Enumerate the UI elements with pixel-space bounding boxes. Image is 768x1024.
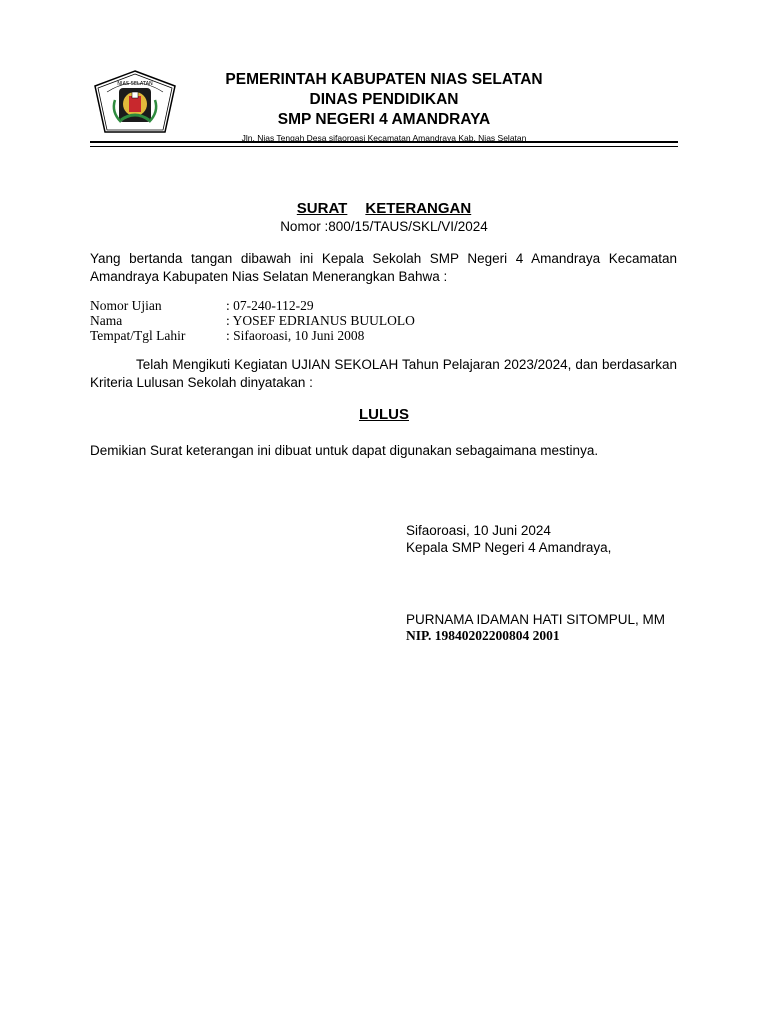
letterhead-school: SMP NEGERI 4 AMANDRAYA: [277, 111, 491, 128]
title-word-keterangan: KETERANGAN: [365, 200, 472, 217]
detail-row-exam-number: [90, 298, 415, 313]
letter-number: Nomor :800/15/TAUS/SKL/VI/2024: [280, 219, 488, 234]
detail-row-name: [90, 313, 415, 328]
signer-nip: NIP. 19840202200804 2001: [406, 628, 560, 643]
title-word-surat: SURAT: [296, 200, 348, 217]
student-details: [90, 298, 415, 343]
detail-value: : YOSEF EDRIANUS BUULOLO: [226, 313, 415, 328]
closing-paragraph: Demikian Surat keterangan ini dibuat untuk dapat digunakan sebagaimana mestinya.: [90, 443, 599, 458]
letterhead-thick-rule: [90, 141, 678, 143]
signature-position: Kepala SMP Negeri 4 Amandraya,: [406, 540, 612, 555]
logo-banner-text: NIAS SELATAN: [117, 81, 153, 87]
document-title: [90, 200, 678, 218]
detail-label: Nomor Ujian: [90, 298, 162, 313]
detail-label: Tempat/Tgl Lahir: [90, 328, 186, 343]
detail-label: Nama: [90, 313, 123, 328]
body-paragraph: Telah Mengikuti Kegiatan UJIAN SEKOLAH Tahun Pelajaran 2023/2024, dan berdasarkan Kriteria Lulusan Sekolah dinyatakan :: [90, 357, 677, 390]
letterhead-address: Jln. Nias Tengah Desa sifaoroasi Kecamatan Amandraya Kab. Nias Selatan: [241, 133, 527, 143]
signer-name: PURNAMA IDAMAN HATI SITOMPUL, MM: [406, 612, 666, 627]
letterhead: [190, 70, 578, 145]
intro-paragraph: Yang bertanda tangan dibawah ini Kepala Sekolah SMP Negeri 4 Amandraya Kecamatan Amandraya Kabupaten Nias Selatan Menerangkan Bahwa :: [90, 251, 677, 284]
detail-row-birth: [90, 328, 415, 343]
signature-place-date: Sifaoroasi, 10 Juni 2024: [406, 523, 551, 538]
letterhead-department: DINAS PENDIDIKAN: [309, 91, 459, 108]
detail-value: : 07-240-112-29: [226, 298, 314, 313]
letterhead-thin-rule: [90, 146, 678, 147]
signature-block: [406, 522, 611, 556]
regency-emblem-logo: [93, 70, 177, 136]
result-status: LULUS: [359, 406, 409, 423]
detail-value: : Sifaoroasi, 10 Juni 2008: [226, 328, 365, 343]
letterhead-government: PEMERINTAH KABUPATEN NIAS SELATAN: [225, 71, 543, 88]
